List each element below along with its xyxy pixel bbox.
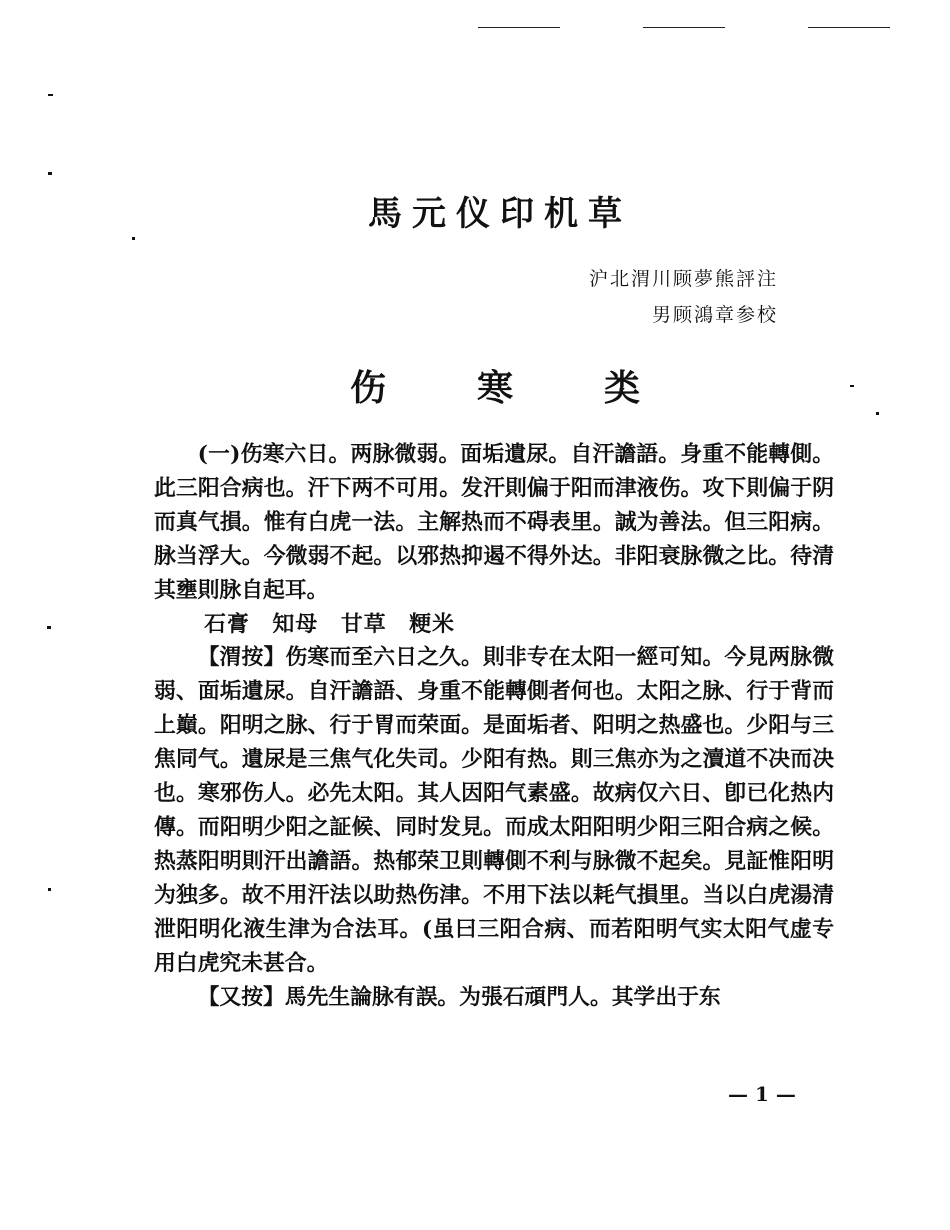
- further-note-paragraph: 【又按】馬先生論脉有誤。为張石頑門人。其学出于东: [197, 984, 721, 1010]
- section-title-char: 伤: [350, 367, 387, 409]
- scan-speck: [876, 412, 879, 415]
- scan-speck: [48, 172, 52, 175]
- credit-annotator: 沪北渭川顾夢熊評注: [588, 268, 778, 290]
- section-title-char: 类: [603, 367, 640, 409]
- scan-speck: [47, 626, 51, 629]
- scan-rule: [643, 27, 725, 28]
- section-title: [350, 360, 640, 411]
- scan-rule: [808, 27, 890, 28]
- scan-rule: [478, 27, 560, 28]
- scan-speck: [850, 385, 854, 387]
- body-text: [154, 438, 834, 1014]
- scan-speck: [132, 237, 135, 240]
- scan-speck: [48, 888, 51, 891]
- case-paragraph: (一)伤寒六日。两脉微弱。面垢遺尿。自汗譫語。身重不能轉側。此三阳合病也。汗下两不可用。发汗則偏于阳而津液伤。攻下則偏于阴而真气損。惟有白虎一法。主解热而不碍表里。誠为善法。但三阳病。脉当浮大。今微弱不起。以邪热抑遏不得外达。非阳衰脉微之比。待清其壅則脉自起耳。: [154, 442, 834, 603]
- book-title: 馬元仪印机草: [368, 194, 632, 234]
- commentary-paragraph: 【渭按】伤寒而至六日之久。則非专在太阳一經可知。今見两脉微弱、面垢遺尿。自汗譫語、身重不能轉側者何也。太阳之脉、行于背而上巔。阳明之脉、行于胃而荣面。是面垢者、阳明之热盛也。少阳与三焦同气。遺尿是三焦气化失司。少阳有热。則三焦亦为之瀆道不决而决也。寒邪伤人。必先太阳。其人因阳气素盛。故病仅六日、卽已化热内傳。而阳明少阳之証候、同时发見。而成太阳阳明少阳三阳合病之候。热蒸阳明則汗出譫語。热郁荣卫則轉側不利与脉微不起矣。見証惟阳明为独多。故不用汗法以助热伤津。不用下法以耗气損里。当以白虎湯清泄阳明化液生津为合法耳。(虽曰三阳合病、而若阳明气实太阳气虚专用白虎究未甚合。: [154, 645, 834, 976]
- section-title-char: 寒: [476, 367, 513, 409]
- prescription-line: 石膏 知母 甘草 粳米: [204, 611, 455, 637]
- page-number: — 1 —: [728, 1082, 796, 1106]
- credit-proofreader: 男顾鴻章参校: [651, 304, 778, 326]
- scan-speck: [48, 94, 53, 96]
